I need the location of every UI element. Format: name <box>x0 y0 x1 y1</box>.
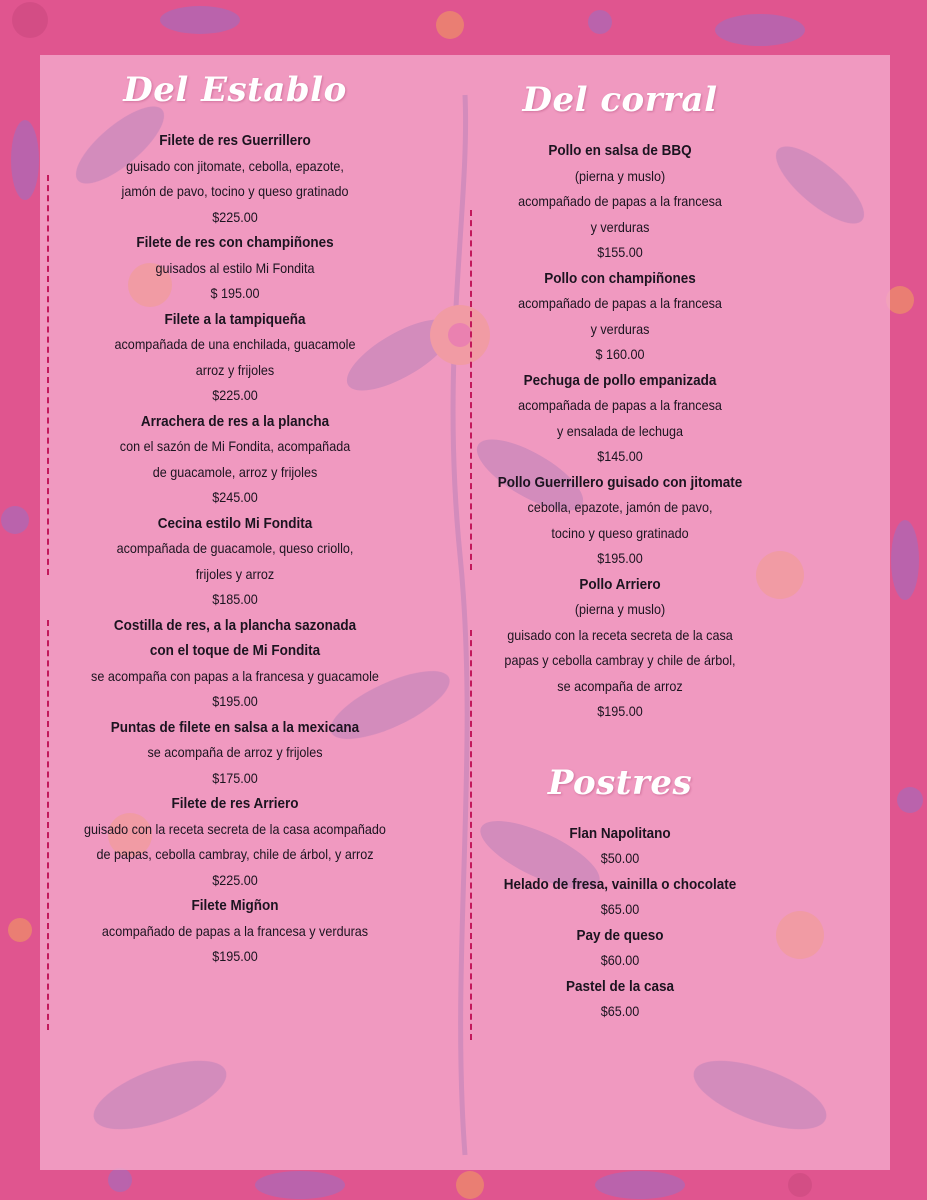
menu-item-name: Flan Napolitano <box>569 824 671 842</box>
menu-item-name: Helado de fresa, vainilla o chocolate <box>503 875 737 893</box>
menu-item-description: (pierna y muslo) <box>574 167 666 184</box>
menu-item-name: Pay de queso <box>576 926 664 944</box>
menu-item-name: Costilla de res, a la plancha sazonada <box>113 616 357 634</box>
menu-item-description: acompañado de papas a la francesa <box>518 295 722 311</box>
menu-item <box>440 368 800 470</box>
menu-item-price: $195.00 <box>212 948 258 964</box>
menu-item <box>60 230 410 307</box>
section-title-del-corral: Del corral <box>522 80 718 120</box>
menu-item <box>440 572 800 725</box>
menu-item-name: Pollo Arriero <box>579 575 661 593</box>
menu-item <box>440 138 800 266</box>
menu-item-description: se acompaña de arroz <box>557 677 683 694</box>
menu-item-description: y verduras <box>590 320 650 337</box>
menu-item-description: y ensalada de lechuga <box>556 422 684 439</box>
menu-item <box>60 511 410 613</box>
menu-item-description: y verduras <box>590 218 650 235</box>
menu-item-price: $225.00 <box>212 871 258 888</box>
menu-item-name: Puntas de filete en salsa a la mexicana <box>110 718 360 736</box>
menu-item-name: Filete de res con champiñones <box>136 234 334 251</box>
menu-item-description: se acompaña de arroz y frijoles <box>147 744 323 760</box>
menu-item-description: frijoles y arroz <box>195 565 275 582</box>
menu-item <box>60 307 410 409</box>
menu-item-name: Pechuga de pollo empanizada <box>523 371 717 389</box>
menu-item-price: $ 195.00 <box>210 285 260 301</box>
menu-item-description: de guacamole, arroz y frijoles <box>152 463 318 480</box>
menu-item-price: $175.00 <box>212 769 258 786</box>
postres-items <box>440 821 800 1025</box>
menu-item-description: de papas, cebolla cambray, chile de árbol, y arroz <box>96 846 374 862</box>
menu-item-name: Arrachera de res a la plancha <box>140 412 330 430</box>
section-del-corral <box>440 70 800 1025</box>
menu-item-price: $50.00 <box>600 850 640 866</box>
menu-item-name: Filete a la tampiqueña <box>164 310 306 328</box>
menu-item-description: guisado con la receta secreta de la casa <box>507 626 733 643</box>
menu-item-description: acompañada de papas a la francesa <box>518 397 722 413</box>
menu-item-price: $195.00 <box>597 703 643 719</box>
menu-item-description: guisado con la receta secreta de la casa acompañado <box>84 820 386 837</box>
del-corral-items <box>440 138 800 725</box>
menu-item <box>440 923 800 974</box>
menu-item-name: Filete de res Guerrillero <box>159 132 311 149</box>
menu-item-price: $195.00 <box>212 693 258 709</box>
menu-item-price: $155.00 <box>597 244 643 260</box>
menu-item-price: $145.00 <box>597 448 643 464</box>
menu-item-description: acompañada de guacamole, queso criollo, <box>116 540 354 556</box>
menu-item-name: Pollo Guerrillero guisado con jitomate <box>497 473 743 491</box>
menu-item-description: con el sazón de Mi Fondita, acompañada <box>119 438 351 454</box>
menu-item-name: Filete Migñon <box>191 897 279 914</box>
menu-item-name: Filete de res Arriero <box>171 795 299 812</box>
menu-item-price: $60.00 <box>600 952 640 968</box>
section-title-del-establo: Del Establo <box>123 70 347 110</box>
section-title-postres: Postres <box>547 762 693 803</box>
menu-item-description: acompañada de una enchilada, guacamole <box>114 336 356 352</box>
menu-item-name: Pollo con champiñones <box>544 269 696 287</box>
menu-item-description: acompañado de papas a la francesa y verduras <box>101 922 369 939</box>
menu-item-description: guisados al estilo Mi Fondita <box>155 259 315 276</box>
menu-item-price: $185.00 <box>212 591 258 607</box>
menu-item <box>440 872 800 923</box>
menu-item <box>440 470 800 572</box>
divider-left-bottom <box>47 620 49 1030</box>
menu-item-description: jamón de pavo, tocino y queso gratinado <box>121 183 349 199</box>
menu-item-description: arroz y frijoles <box>195 361 275 378</box>
menu-item <box>60 409 410 511</box>
menu-item <box>440 974 800 1025</box>
menu-item <box>60 128 410 230</box>
menu-item-name: Cecina estilo Mi Fondita <box>157 514 313 532</box>
menu-item-description: se acompaña con papas a la francesa y guacamole <box>91 667 379 684</box>
menu-item-name: Pollo en salsa de BBQ <box>548 142 692 159</box>
menu-item-price: $225.00 <box>212 387 258 403</box>
menu-item-description: papas y cebolla cambray y chile de árbol, <box>504 652 736 668</box>
menu-item-description: guisado con jitomate, cebolla, epazote, <box>126 157 344 174</box>
section-del-establo <box>60 60 410 970</box>
del-establo-items <box>60 128 410 970</box>
menu-item-price: $245.00 <box>212 489 258 505</box>
divider-left-top <box>47 175 49 575</box>
menu-item <box>440 821 800 872</box>
menu-item <box>440 266 800 368</box>
menu-item-name: Pastel de la casa <box>565 977 675 995</box>
menu-item-price: $65.00 <box>600 901 640 917</box>
menu-item <box>60 893 410 970</box>
menu-item <box>60 613 410 715</box>
menu-item-price: $ 160.00 <box>595 346 645 362</box>
menu-item-description: tocino y queso gratinado <box>551 524 689 541</box>
menu-item-description: cebolla, epazote, jamón de pavo, <box>527 499 713 515</box>
menu-item-description: acompañado de papas a la francesa <box>518 193 722 209</box>
menu-item-name: con el toque de Mi Fondita <box>149 642 321 659</box>
menu-item-price: $65.00 <box>600 1003 640 1019</box>
menu-item-price: $225.00 <box>212 208 258 225</box>
menu-item <box>60 791 410 893</box>
menu-item-price: $195.00 <box>597 550 643 566</box>
menu-item-description: (pierna y muslo) <box>574 601 666 617</box>
menu-item <box>60 715 410 792</box>
